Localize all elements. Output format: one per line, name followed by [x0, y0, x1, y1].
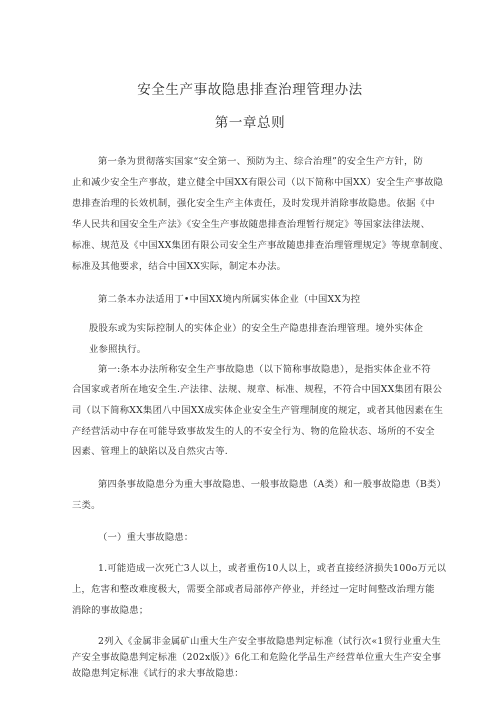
- text-line: 业参照执行。: [89, 344, 147, 355]
- text-line: 标准及其他要求，结合中国XX实际，制定本办法。: [72, 261, 287, 272]
- text-line: 第四条事故隐患分为重大事故隐患、一般事故隐患（A类）和一般事故隐患（B类）: [98, 479, 447, 490]
- text-line: 患排查治理的长效机制，强化安全生产主体责任，及时发现并消除事故隐患。依据《中: [72, 198, 435, 209]
- text-line: 消除的事故隐患；: [72, 605, 149, 616]
- text-line: 标准、规范及《中国XX集团有限公司安全生产事故随患排查治理管理规定》等规章制度、: [72, 240, 449, 251]
- text-line: 第二条本办法适用丁•中国XX境内所属实体企业（中国XX为控: [98, 294, 361, 305]
- text-line: 因素、管理上的缺陷以及自然灾古等.: [72, 446, 228, 457]
- text-line: 股股东或为实际控制人的实体企业）的安全生产隐患排查治理管理。境外实体企: [89, 323, 424, 334]
- text-line: 故隐患判定标准《试行的求大事故隐患：: [72, 668, 244, 679]
- text-line: 第一条为贯彻落实国家“安全第一、预防为主、综合治理”的安全生产方针，防: [98, 156, 424, 167]
- text-line: （一）重大事故隐患：: [98, 532, 194, 543]
- chapter-heading: 第一章总则: [214, 115, 286, 131]
- text-line: 止和减少安全生产事故，建立健全中国XX有限公司（以下简称中国XX）安全生产事故隐: [72, 177, 444, 188]
- text-line: 第一:条本办法所称安全生产事故隐患（以下简称事故隐患），是指实体企业不符: [98, 364, 431, 375]
- document-title: 安全生产事故隐患排查治理管理办法: [137, 82, 363, 98]
- text-line: 上，危害和整改难度极大，需要全部或者局部停产停业，并经过一定时间整改治理方能: [72, 584, 435, 595]
- text-line: 司（以下简称XX集团八中国XX成实体企业安全生产管理制度的规定，或者其他因素在生: [72, 405, 444, 416]
- text-line: 1.可能造成一次死亡3人以上，或者重伤10人以上，或者直接经济损失100o万元以: [98, 563, 447, 574]
- text-line: 三类。: [72, 500, 101, 511]
- text-line: 2列入《金属非金属矿山重大生产安全事故隐患判定标准（试行次«1贸行业重大生: [98, 636, 441, 647]
- text-line: 合国家或者所在地安全生.产法律、法规、规章、标准、规程，不符合中国XX集团有限公: [72, 384, 443, 395]
- text-line: 产安全事故隐患判定标准（202x版）》6化工和危险化学品生产经营单位重大生产安全事: [72, 652, 442, 663]
- text-line: 华人民共和国安全生产法》《安全生产事故随患排查治理暂行规定》等国家法律法规、: [72, 219, 431, 230]
- text-line: 产经营活动中存在可能导致事故发生的人的不安全行为、物的危险状态、场所的不安全: [72, 426, 435, 437]
